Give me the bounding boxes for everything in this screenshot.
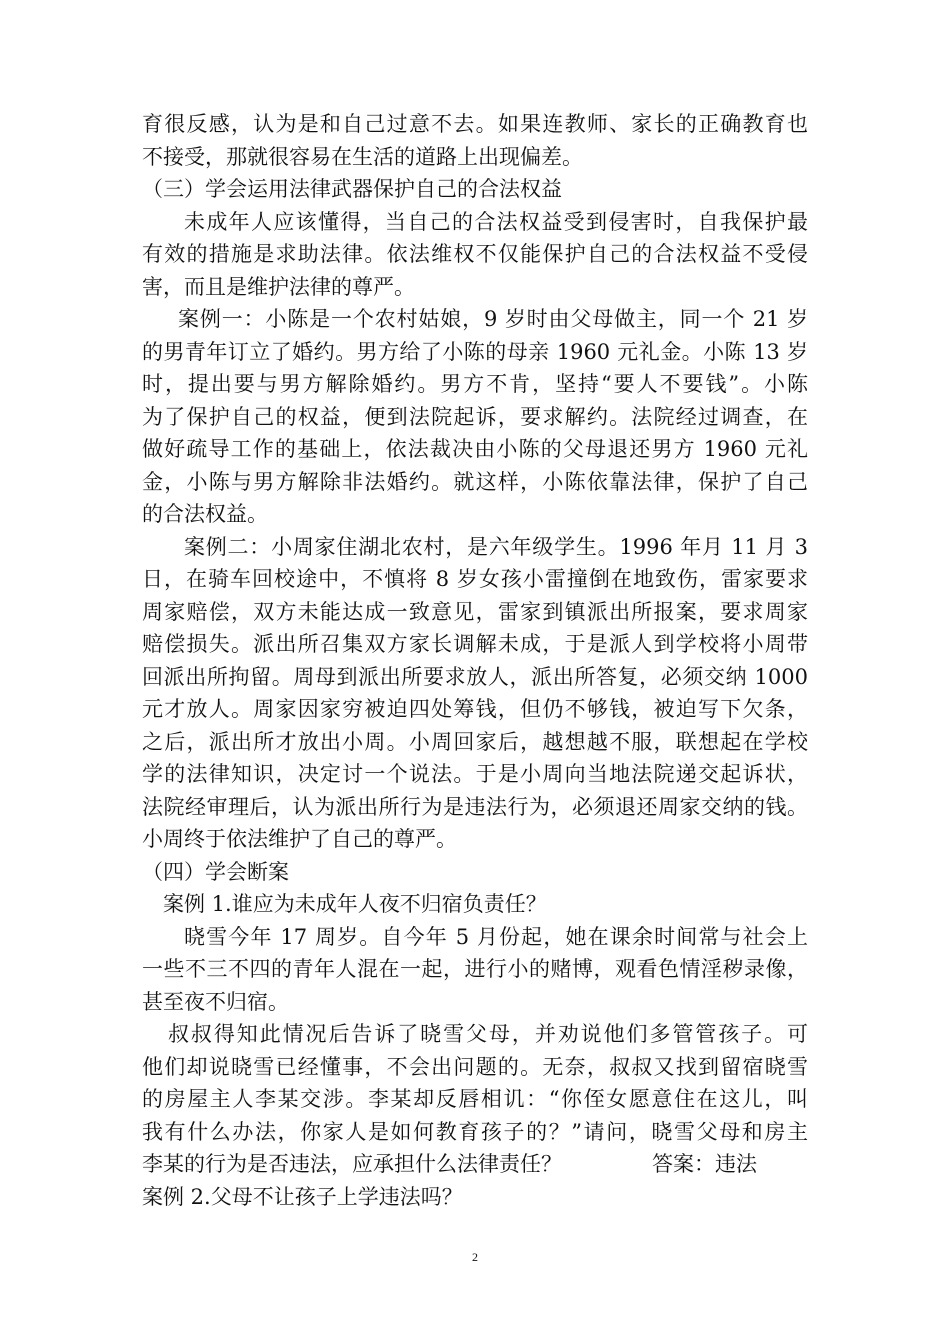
case-title: 案例 2.父母不让孩子上学违法吗？ [142,1184,463,1209]
text-line: 周家赔偿，双方未能达成一致意见，雷家到镇派出所报案，要求周家 [142,599,808,624]
text-line: 叔叔得知此情况后告诉了晓雪父母，并劝说他们多管管孩子。可 [168,1022,808,1046]
text-line: 的合法权益。 [142,502,268,526]
text-line: 他们却说晓雪已经懂事，不会出问题的。无奈，叔叔又找到留宿晓雪 [142,1054,808,1079]
text-line: 不接受，那就很容易在生活的道路上出现偏差。 [142,144,583,169]
case-title: 案例 1.谁应为未成年人夜不归宿负责任？ [163,892,547,916]
question-text: 李某的行为是否违法，应承担什么法律责任？ [142,1152,562,1176]
text-line: 的男青年订立了婚约。男方给了小陈的母亲 1960 元礼金。小陈 13 岁 [142,339,808,364]
section-heading: （三）学会运用法律武器保护自己的合法权益 [142,177,562,201]
text-line [142,1148,808,1181]
text-line: 日，在骑车回校途中，不慎将 8 岁女孩小雷撞倒在地致伤，雷家要求 [142,567,808,591]
text-line: 学的法律知识，决定讨一个说法。于是小周向当地法院递交起诉状， [142,762,808,786]
text-line: 的房屋主人李某交涉。李某却反唇相讥：“你侄女愿意住在这儿，叫 [142,1087,808,1111]
answer-text: 答案：违法 [652,1152,757,1176]
text-line: 为了保护自己的权益，便到法院起诉，要求解约。法院经过调查，在 [142,404,808,429]
text-line: 元才放人。周家因家穷被迫四处筹钱，但仍不够钱，被迫写下欠条， [142,697,808,721]
text-line: 小周终于依法维护了自己的尊严。 [142,827,457,851]
text-line: 金，小陈与男方解除非法婚约。就这样，小陈依靠法律，保护了自己 [142,469,808,494]
text-line: 时，提出要与男方解除婚约。男方不肯，坚持“要人不要钱”。小陈 [142,372,808,396]
text-line: 做好疏导工作的基础上，依法裁决由小陈的父母退还男方 1960 元礼 [142,437,808,461]
text-line: 案例一：小陈是一个农村姑娘，9 岁时由父母做主，同一个 21 岁 [178,307,808,331]
text-line: 回派出所拘留。周母到派出所要求放人，派出所答复，必须交纳 1000 [142,664,808,689]
text-line: 赔偿损失。派出所召集双方家长调解未成，于是派人到学校将小周带 [142,632,808,656]
text-line: 晓雪今年 17 周岁。自今年 5 月份起，她在课余时间常与社会上 [184,924,808,949]
document-body [142,108,808,1213]
text-line: 案例二：小周家住湖北农村，是六年级学生。1996 年月 11 月 3 [184,534,808,559]
text-line: 法院经审理后，认为派出所行为是违法行为，必须退还周家交纳的钱。 [142,794,808,819]
text-line: 育很反感，认为是和自己过意不去。如果连教师、家长的正确教育也 [142,112,808,136]
text-line: 一些不三不四的青年人混在一起，进行小的赌博，观看色情淫秽录像， [142,957,808,981]
text-line: 未成年人应该懂得，当自己的合法权益受到侵害时，自我保护最 [184,209,808,234]
text-line: 之后，派出所才放出小周。小周回家后，越想越不服，联想起在学校 [142,729,808,754]
text-line: 我有什么办法，你家人是如何教育孩子的？”请问，晓雪父母和房主 [142,1119,808,1144]
page-number: 2 [472,1250,478,1264]
text-line: 有效的措施是求助法律。依法维权不仅能保护自己的合法权益不受侵 [142,242,808,266]
text-line: 甚至夜不归宿。 [142,989,289,1014]
section-heading: （四）学会断案 [142,859,289,884]
text-line: 害，而且是维护法律的尊严。 [142,274,415,299]
